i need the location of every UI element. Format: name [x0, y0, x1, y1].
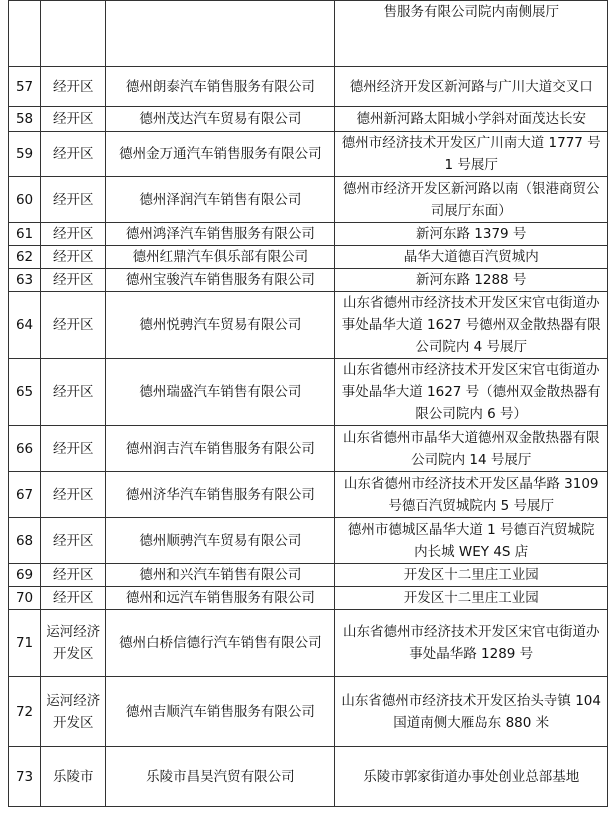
table-row: [9, 269, 608, 292]
row-address: 开发区十二里庄工业园: [335, 564, 608, 587]
row-district: 运河经济开发区: [41, 610, 106, 677]
row-company: 德州悦骋汽车贸易有限公司: [106, 292, 335, 359]
row-address: 乐陵市郭家街道办事处创业总部基地: [335, 747, 608, 807]
row-address: 山东省德州市经济技术开发区宋官屯街道办事处晶华大道 1627 号（德州双金散热器有限公司院内 6 号）: [335, 359, 608, 426]
row-company: 德州鸿泽汽车销售服务有限公司: [106, 223, 335, 246]
row-address: 德州新河路太阳城小学斜对面茂达长安: [335, 107, 608, 132]
row-company: 德州瑞盛汽车销售有限公司: [106, 359, 335, 426]
row-district: 经开区: [41, 472, 106, 518]
row-number: 59: [9, 132, 41, 177]
table-row: [9, 107, 608, 132]
row-number: 57: [9, 67, 41, 107]
row-company: 德州和远汽车销售服务有限公司: [106, 587, 335, 610]
row-district: 乐陵市: [41, 747, 106, 807]
row-address: 德州经济开发区新河路与广川大道交叉口: [335, 67, 608, 107]
table-row: [9, 518, 608, 564]
table-row: [9, 564, 608, 587]
row-company: 乐陵市昌昊汽贸有限公司: [106, 747, 335, 807]
row-district: 经开区: [41, 426, 106, 472]
row-address: 山东省德州市经济技术开发区晶华路 3109 号德百汽贸城院内 5 号展厅: [335, 472, 608, 518]
row-number: 60: [9, 177, 41, 223]
row-number: 69: [9, 564, 41, 587]
table-row: [9, 1, 608, 67]
table-row: [9, 292, 608, 359]
row-address: 新河东路 1379 号: [335, 223, 608, 246]
row-address: 德州市经济开发区新河路以南（银港商贸公司展厅东面）: [335, 177, 608, 223]
row-number: 58: [9, 107, 41, 132]
row-district: 运河经济开发区: [41, 677, 106, 747]
table-row: [9, 677, 608, 747]
row-district: 经开区: [41, 177, 106, 223]
row-company: 德州泽润汽车销售有限公司: [106, 177, 335, 223]
row-address: 新河东路 1288 号: [335, 269, 608, 292]
row-district: 经开区: [41, 564, 106, 587]
row-address: 德州市经济技术开发区广川南大道 1777 号 1 号展厅: [335, 132, 608, 177]
dealer-table: [8, 0, 608, 807]
row-address: 山东省德州市经济技术开发区宋官屯街道办事处晶华大道 1627 号德州双金散热器有限公司院内 4 号展厅: [335, 292, 608, 359]
row-district: 经开区: [41, 359, 106, 426]
row-company: 德州白桥信德行汽车销售有限公司: [106, 610, 335, 677]
row-company: 德州济华汽车销售服务有限公司: [106, 472, 335, 518]
row-address: 山东省德州市晶华大道德州双金散热器有限公司院内 14 号展厅: [335, 426, 608, 472]
table-row: [9, 426, 608, 472]
row-company: 德州顺骋汽车贸易有限公司: [106, 518, 335, 564]
row-district: 经开区: [41, 269, 106, 292]
table-row: [9, 132, 608, 177]
row-number: 67: [9, 472, 41, 518]
row-number: 64: [9, 292, 41, 359]
row-number: [9, 1, 41, 67]
row-number: 61: [9, 223, 41, 246]
row-district: 经开区: [41, 518, 106, 564]
row-company: 德州润吉汽车销售服务有限公司: [106, 426, 335, 472]
table-row: [9, 359, 608, 426]
row-district: 经开区: [41, 67, 106, 107]
row-address: 售服务有限公司院内南侧展厅: [335, 1, 608, 67]
row-number: 66: [9, 426, 41, 472]
row-number: 71: [9, 610, 41, 677]
row-district: 经开区: [41, 132, 106, 177]
table-row: [9, 587, 608, 610]
row-company: 德州朗泰汽车销售服务有限公司: [106, 67, 335, 107]
row-company: 德州茂达汽车贸易有限公司: [106, 107, 335, 132]
row-company: 德州吉顺汽车销售服务有限公司: [106, 677, 335, 747]
table-row: [9, 747, 608, 807]
row-district: [41, 1, 106, 67]
table-row: [9, 472, 608, 518]
row-address: 德州市德城区晶华大道 1 号德百汽贸城院内长城 WEY 4S 店: [335, 518, 608, 564]
row-company: 德州金万通汽车销售服务有限公司: [106, 132, 335, 177]
row-address: 山东省德州市经济技术开发区抬头寺镇 104 国道南侧大雁岛东 880 米: [335, 677, 608, 747]
row-company: [106, 1, 335, 67]
row-company: 德州和兴汽车销售有限公司: [106, 564, 335, 587]
row-district: 经开区: [41, 587, 106, 610]
row-number: 68: [9, 518, 41, 564]
row-number: 73: [9, 747, 41, 807]
row-number: 70: [9, 587, 41, 610]
row-company: 德州红鼎汽车俱乐部有限公司: [106, 246, 335, 269]
row-district: 经开区: [41, 246, 106, 269]
row-address: 晶华大道德百汽贸城内: [335, 246, 608, 269]
row-number: 65: [9, 359, 41, 426]
table-row: [9, 177, 608, 223]
row-district: 经开区: [41, 223, 106, 246]
row-number: 63: [9, 269, 41, 292]
row-district: 经开区: [41, 292, 106, 359]
row-district: 经开区: [41, 107, 106, 132]
row-company: 德州宝骏汽车销售服务有限公司: [106, 269, 335, 292]
table-row: [9, 67, 608, 107]
row-address: 开发区十二里庄工业园: [335, 587, 608, 610]
table-row: [9, 610, 608, 677]
table-row: [9, 223, 608, 246]
row-number: 72: [9, 677, 41, 747]
table-row: [9, 246, 608, 269]
row-address: 山东省德州市经济技术开发区宋官屯街道办事处晶华路 1289 号: [335, 610, 608, 677]
row-number: 62: [9, 246, 41, 269]
